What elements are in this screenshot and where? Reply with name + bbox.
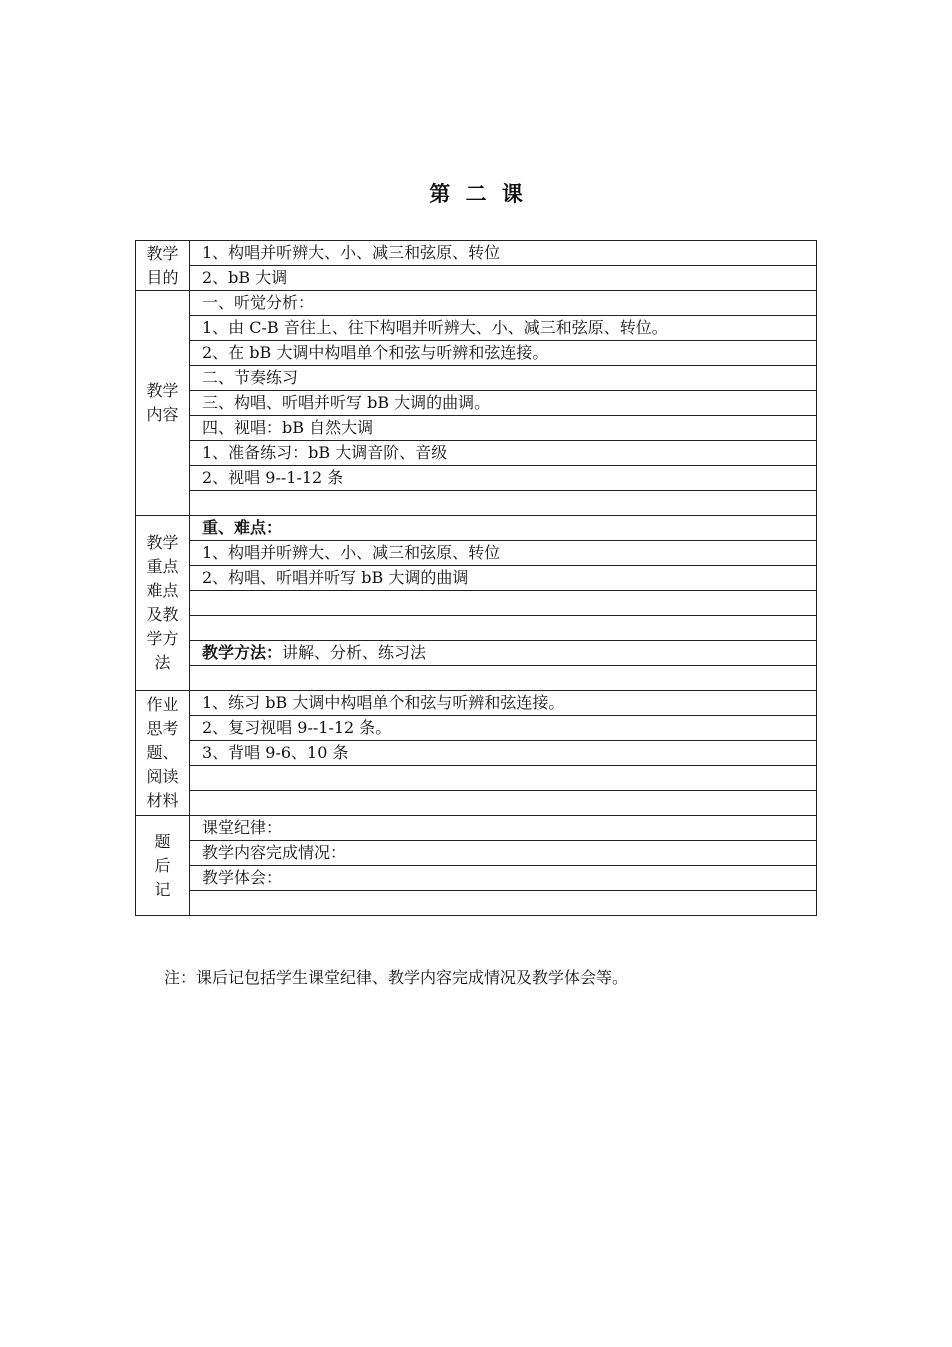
table-row [136,816,817,841]
label-line: 思考 [146,719,179,738]
table-row [136,516,817,541]
empty-cell [190,766,817,791]
homework-item: 2、复习视唱 9--1-12 条。 [190,716,817,741]
label-line: 学方 [146,629,179,648]
table-row [136,591,817,616]
objective-item: 2、bB 大调 [190,266,817,291]
table-row [136,691,817,716]
content-item: 四、视唱：bB 自然大调 [190,416,817,441]
objective-item: 1、构唱并听辨大、小、减三和弦原、转位 [190,241,817,266]
teaching-method [190,641,817,666]
label-line: 教学 [146,381,179,400]
label-line: 记 [154,879,171,899]
content-item: 二、节奏练习 [190,366,817,391]
table-row [136,866,817,891]
label-line: 教学 [146,533,179,552]
label-line: 题 [154,831,171,851]
empty-cell [190,491,817,516]
table-row [136,666,817,691]
homework-label [136,691,190,816]
table-row [136,366,817,391]
homework-item: 3、背唱 9-6、10 条 [190,741,817,766]
page-title: 第 二 课 [429,182,523,206]
table-row [136,416,817,441]
afterword-item: 教学体会： [190,866,817,891]
table-row [136,466,817,491]
table-row [136,441,817,466]
label-line: 教学 [146,243,179,263]
table-row [136,541,817,566]
table-row [136,341,817,366]
table-row [136,741,817,766]
content-item: 2、在 bB 大调中构唱单个和弦与听辨和弦连接。 [190,341,817,366]
table-row [136,641,817,666]
teaching-method-text: 讲解、分析、练习法 [282,643,427,662]
content-label [136,291,190,516]
key-point-item: 2、构唱、听唱并听写 bB 大调的曲调 [190,566,817,591]
afterword-item: 教学内容完成情况： [190,841,817,866]
table-row [136,241,817,266]
label-line: 难点 [146,581,179,600]
lesson-plan-table [135,240,817,916]
content-item: 2、视唱 9--1-12 条 [190,466,817,491]
empty-cell [190,591,817,616]
label-line: 题、 [146,743,179,762]
footnote: 注：课后记包括学生课堂纪律、教学内容完成情况及教学体会等。 [164,968,629,987]
empty-cell [190,891,817,916]
label-line: 法 [154,653,171,672]
label-line: 目的 [146,267,179,287]
afterword-item: 课堂纪律： [190,816,817,841]
table-row [136,716,817,741]
label-line: 重点 [146,557,179,576]
table-row [136,616,817,641]
content-item: 一、听觉分析： [190,291,817,316]
key-point-item: 1、构唱并听辨大、小、减三和弦原、转位 [190,541,817,566]
homework-item: 1、练习 bB 大调中构唱单个和弦与听辨和弦连接。 [190,691,817,716]
key-points-heading [190,516,817,541]
objectives-label [136,241,190,291]
table-row [136,316,817,341]
table-row [136,766,817,791]
label-line: 后 [154,855,171,875]
label-line: 阅读 [146,767,179,786]
table-row [136,491,817,516]
table-row [136,566,817,591]
content-item: 1、准备练习：bB 大调音阶、音级 [190,441,817,466]
empty-cell [190,791,817,816]
table-row [136,891,817,916]
key-points-label [136,516,190,691]
label-line: 作业 [146,695,179,714]
key-points-heading-text: 重、难点： [202,518,283,537]
label-line: 内容 [146,405,179,424]
table-row [136,791,817,816]
label-line: 及教 [146,605,179,624]
content-item: 三、构唱、听唱并听写 bB 大调的曲调。 [190,391,817,416]
afterword-label [136,816,190,916]
table-row [136,266,817,291]
table-row [136,841,817,866]
table-row [136,391,817,416]
content-item: 1、由 C-B 音往上、往下构唱并听辨大、小、减三和弦原、转位。 [190,316,817,341]
empty-cell [190,616,817,641]
teaching-method-label: 教学方法： [202,643,283,662]
empty-cell [190,666,817,691]
label-line: 材料 [146,791,179,810]
table-row [136,291,817,316]
